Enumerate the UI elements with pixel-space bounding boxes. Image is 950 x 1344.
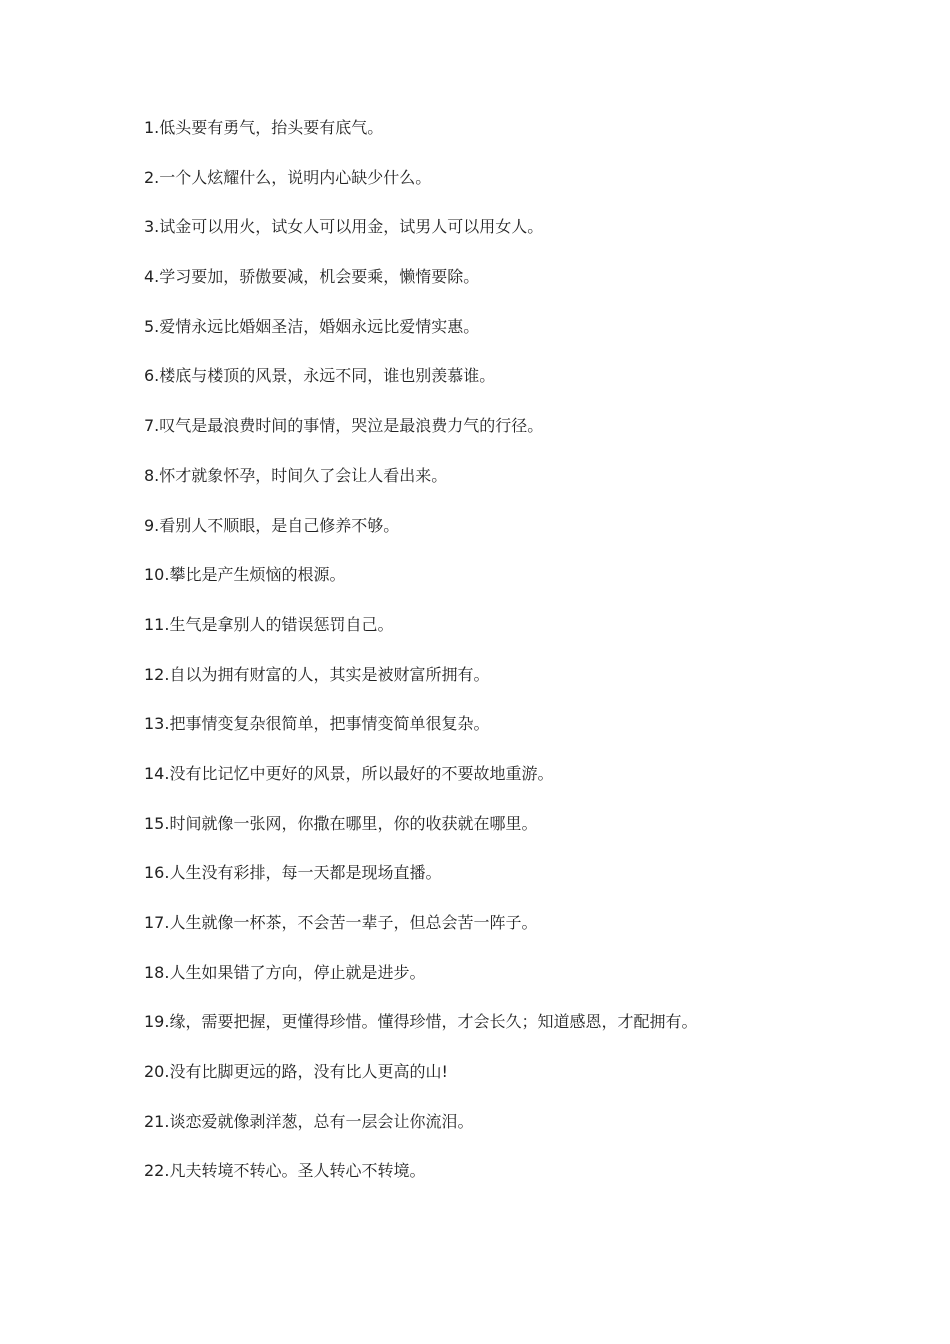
quote-line-12: 12.自以为拥有财富的人，其实是被财富所拥有。 [144, 664, 490, 684]
quote-line-15: 15.时间就像一张网，你撒在哪里，你的收获就在哪里。 [144, 813, 538, 833]
quote-line-5: 5.爱情永远比婚姻圣洁，婚姻永远比爱情实惠。 [144, 316, 480, 336]
quote-line-16: 16.人生没有彩排，每一天都是现场直播。 [144, 863, 442, 883]
quote-line-10: 10.攀比是产生烦恼的根源。 [144, 565, 346, 585]
quote-list [144, 114, 904, 1207]
quote-line-22: 22.凡夫转境不转心。圣人转心不转境。 [144, 1161, 426, 1181]
quote-line-9: 9.看别人不顺眼，是自己修养不够。 [144, 515, 400, 535]
quote-line-11: 11.生气是拿别人的错误惩罚自己。 [144, 614, 394, 634]
quote-line-14: 14.没有比记忆中更好的风景，所以最好的不要故地重游。 [144, 763, 554, 783]
quote-line-18: 18.人生如果错了方向，停止就是进步。 [144, 962, 426, 982]
quote-line-4: 4.学习要加，骄傲要减，机会要乘，懒惰要除。 [144, 267, 480, 287]
quote-line-19: 19.缘，需要把握，更懂得珍惜。懂得珍惜，才会长久；知道感恩，才配拥有。 [144, 1012, 698, 1032]
quote-line-13: 13.把事情变复杂很简单，把事情变简单很复杂。 [144, 714, 490, 734]
quote-line-21: 21.谈恋爱就像剥洋葱，总有一层会让你流泪。 [144, 1111, 474, 1131]
quote-line-8: 8.怀才就象怀孕，时间久了会让人看出来。 [144, 465, 448, 485]
quote-line-17: 17.人生就像一杯茶，不会苦一辈子，但总会苦一阵子。 [144, 913, 538, 932]
quote-line-6: 6.楼底与楼顶的风景，永远不同，谁也别羡慕谁。 [144, 366, 496, 386]
quote-line-1: 1.低头要有勇气，抬头要有底气。 [144, 118, 384, 137]
quote-line-20: 20.没有比脚更远的路，没有比人更高的山! [144, 1062, 448, 1082]
quote-line-3: 3.试金可以用火，试女人可以用金，试男人可以用女人。 [144, 217, 544, 237]
quote-line-2: 2.一个人炫耀什么，说明内心缺少什么。 [144, 167, 432, 187]
quote-line-7: 7.叹气是最浪费时间的事情，哭泣是最浪费力气的行径。 [144, 416, 544, 436]
